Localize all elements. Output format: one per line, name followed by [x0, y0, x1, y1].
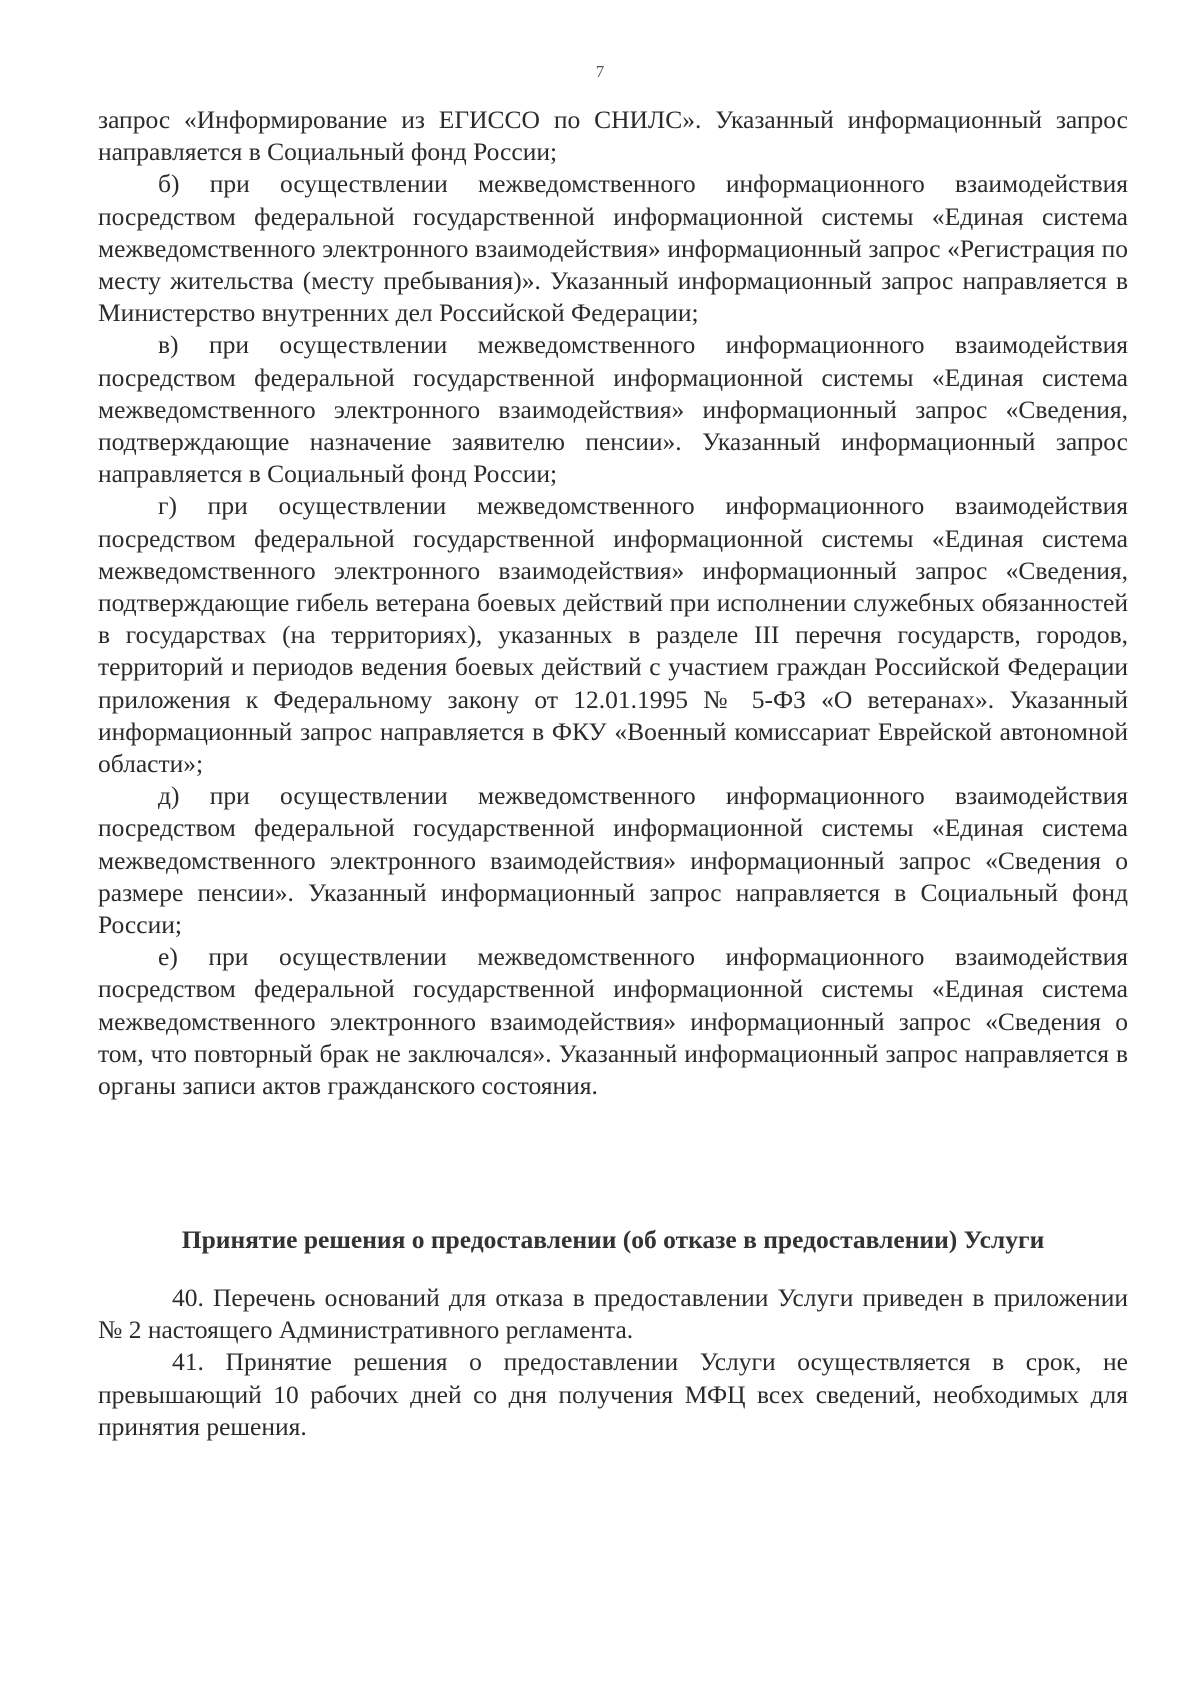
paragraph-continuation: запрос «Информирование из ЕГИССО по СНИЛС». Указанный информационный запрос направляется в Социальный фонд России;: [98, 105, 1128, 167]
clause-41: 41. Принятие решения о предоставлении Услуги осуществляется в срок, не превышающий 10 рабочих дней со дня получения МФЦ всех сведений, необходимых для принятия решения.: [98, 1347, 1128, 1441]
paragraph-b: б) при осуществлении межведомственного информационного взаимодействия посредством федеральной государственной информационной системы «Единая система межведомственного электронного взаимодействия» информационный запрос «Регистрация по месту жительства (месту пребывания)». Указанный информационный запрос направляется в Министерство внутренних дел Российской Федерации;: [98, 169, 1128, 328]
clause-40: 40. Перечень оснований для отказа в предоставлении Услуги приведен в приложении № 2 настоящего Административного регламента.: [98, 1283, 1128, 1345]
paragraph-e: е) при осуществлении межведомственного информационного взаимодействия посредством федеральной государственной информационной системы «Единая система межведомственного электронного взаимодействия» информационный запрос «Сведения о том, что повторный брак не заключался». Указанный информационный запрос направляется в органы записи актов гражданского состояния.: [98, 942, 1128, 1101]
paragraph-v: в) при осуществлении межведомственного информационного взаимодействия посредством федеральной государственной информационной системы «Единая система межведомственного электронного взаимодействия» информационный запрос «Сведения, подтверждающие назначение заявителю пенсии». Указанный информационный запрос направляется в Социальный фонд России;: [98, 330, 1128, 489]
section-heading: Принятие решения о предоставлении (об отказе в предоставлении) Услуги: [181, 1225, 1045, 1254]
body-text: [98, 104, 1128, 1102]
paragraph-g: г) при осуществлении межведомственного информационного взаимодействия посредством федеральной государственной информационной системы «Единая система межведомственного электронного взаимодействия» информационный запрос «Сведения, подтверждающие гибель ветерана боевых действий при исполнении служебных обязанностей в государствах (на территориях), указанных в разделе III перечня государств, городов, территорий и периодов ведения боевых действий с участием граждан Российской Федерации приложения к Федеральному закону от 12.01.1995 № 5-ФЗ «О ветеранах». Указанный информационный запрос направляется в ФКУ «Военный комиссариат Еврейской автономной области»;: [98, 491, 1128, 779]
section-body: [98, 1282, 1128, 1443]
paragraph-d: д) при осуществлении межведомственного информационного взаимодействия посредством федеральной государственной информационной системы «Единая система межведомственного электронного взаимодействия» информационный запрос «Сведения о размере пенсии». Указанный информационный запрос направляется в Социальный фонд России;: [98, 781, 1128, 940]
page-number: 7: [595, 62, 605, 81]
